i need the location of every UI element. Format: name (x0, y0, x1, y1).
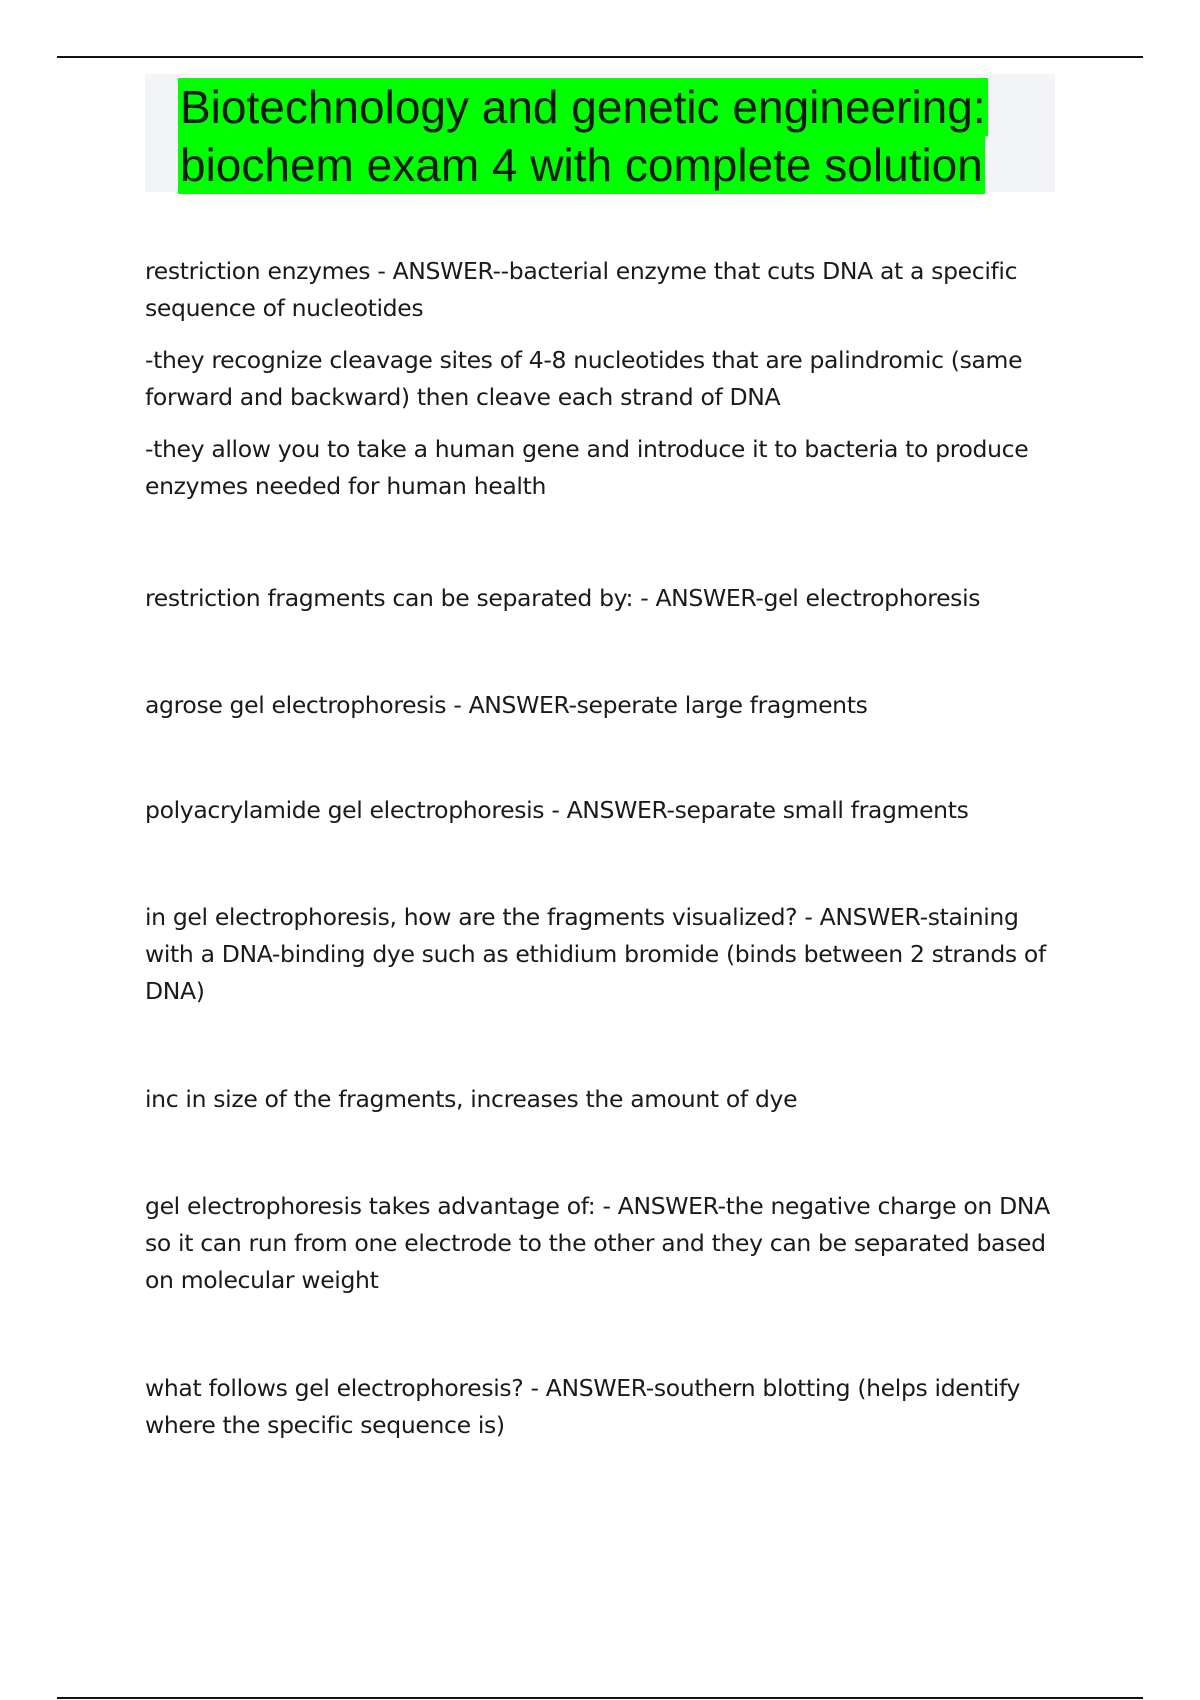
question-answer: gel electrophoresis takes advantage of: - ANSWER-the negative charge on DNA so it can run from one electrode to the other and they can be separated based on molecular weight (145, 1192, 1050, 1294)
qa-block-restriction-enzymes (145, 253, 1050, 505)
question-answer: agrose gel electrophoresis - ANSWER-seperate large fragments (145, 691, 868, 719)
answer-detail: -they recognize cleavage sites of 4-8 nucleotides that are palindromic (same forward and backward) then cleave each strand of DNA (145, 346, 1023, 411)
document-title (178, 78, 988, 194)
title-line-1: Biotechnology and genetic engineering: (178, 78, 988, 136)
question-answer: in gel electrophoresis, how are the fragments visualized? - ANSWER-staining with a DNA-binding dye such as ethidium bromide (binds between 2 strands of DNA) (145, 903, 1046, 1005)
top-rule (57, 56, 1143, 58)
title-line-2: biochem exam 4 with complete solution (178, 136, 985, 194)
question-answer: inc in size of the fragments, increases the amount of dye (145, 1085, 798, 1113)
qa-block-restriction-fragments (145, 580, 1050, 617)
qa-block-agrose-gel (145, 687, 1050, 724)
bottom-rule (57, 1697, 1143, 1699)
qa-block-southern-blotting (145, 1370, 1050, 1444)
qa-block-visualization (145, 899, 1050, 1010)
question-answer: polyacrylamide gel electrophoresis - ANSWER-separate small fragments (145, 796, 969, 824)
question-answer: restriction fragments can be separated by: - ANSWER-gel electrophoresis (145, 584, 981, 612)
answer-detail: -they allow you to take a human gene and introduce it to bacteria to produce enzymes needed for human health (145, 435, 1029, 500)
question-answer: what follows gel electrophoresis? - ANSWER-southern blotting (helps identify where the specific sequence is) (145, 1374, 1021, 1439)
qa-block-fragment-size (145, 1081, 1050, 1118)
qa-block-negative-charge (145, 1188, 1050, 1299)
qa-block-polyacrylamide-gel (145, 792, 1050, 829)
question-answer: restriction enzymes - ANSWER--bacterial enzyme that cuts DNA at a specific sequence of nucleotides (145, 257, 1018, 322)
